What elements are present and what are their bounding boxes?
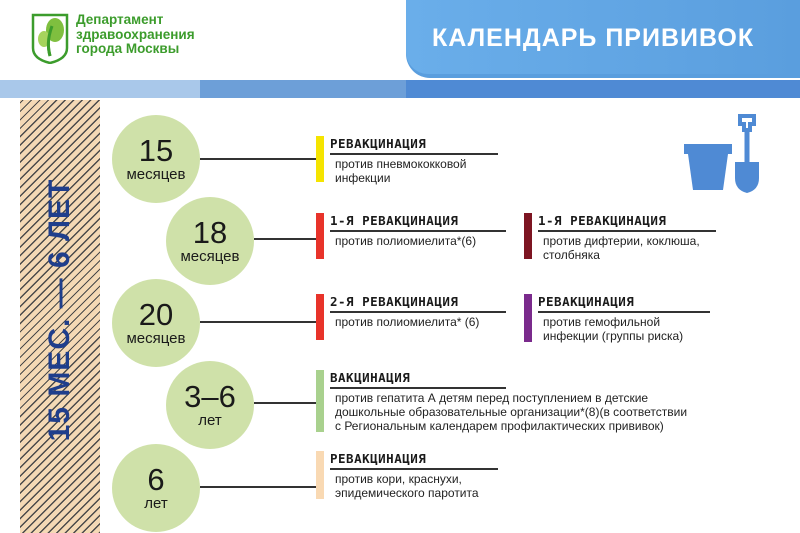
connector-line bbox=[254, 402, 316, 404]
connector-line bbox=[254, 238, 316, 240]
entry-underline bbox=[538, 311, 710, 313]
bucket-icon bbox=[684, 140, 732, 192]
color-bar bbox=[524, 294, 532, 342]
entry-description: против гепатита А детям перед поступлением в детские дошкольные образовательные организации*(8)(в соответствии с Региональным календарем профилактических прививок) bbox=[335, 391, 688, 433]
header-stripe-light bbox=[0, 80, 200, 98]
age-unit: лет bbox=[144, 495, 168, 512]
color-bar bbox=[316, 294, 324, 340]
entry-heading: ВАКЦИНАЦИЯ bbox=[330, 370, 411, 385]
age-circle-20-months bbox=[112, 279, 200, 367]
entry-underline bbox=[330, 230, 506, 232]
entry-description: против кори, краснухи, эпидемического паротита bbox=[335, 472, 479, 500]
color-bar bbox=[316, 370, 324, 432]
age-unit: месяцев bbox=[180, 248, 240, 265]
entry-description: против дифтерии, коклюша, столбняка bbox=[543, 234, 700, 262]
age-circle-15-months bbox=[112, 115, 200, 203]
shovel-icon bbox=[732, 114, 762, 194]
age-number: 6 bbox=[147, 462, 165, 497]
header-stripe-dark bbox=[406, 80, 800, 98]
entry-underline bbox=[330, 311, 506, 313]
age-circle-18-months bbox=[166, 197, 254, 285]
age-circle-3-6-years bbox=[166, 361, 254, 449]
entry-description: против гемофильной инфекции (группы риска) bbox=[543, 315, 684, 343]
connector-line bbox=[200, 158, 316, 160]
color-bar bbox=[316, 136, 324, 182]
entry-description: против пневмококковой инфекции bbox=[335, 157, 467, 185]
age-range-label: 15 МЕС. — 6 ЛЕТ bbox=[43, 178, 76, 442]
entry-underline bbox=[330, 153, 498, 155]
age-range-label-box bbox=[32, 180, 88, 440]
age-unit: лет bbox=[198, 412, 222, 429]
color-bar bbox=[524, 213, 532, 259]
color-bar bbox=[316, 213, 324, 259]
entry-heading: 1-Я РЕВАКЦИНАЦИЯ bbox=[538, 213, 667, 228]
age-circle-6-years bbox=[112, 444, 200, 532]
age-number: 20 bbox=[138, 297, 174, 332]
page-title: КАЛЕНДАРЬ ПРИВИВОК bbox=[432, 24, 755, 52]
connector-line bbox=[200, 321, 316, 323]
entry-heading: РЕВАКЦИНАЦИЯ bbox=[538, 294, 635, 309]
entry-heading: РЕВАКЦИНАЦИЯ bbox=[330, 136, 427, 151]
entry-underline bbox=[330, 387, 506, 389]
age-unit: месяцев bbox=[126, 166, 186, 183]
header-stripe-mid bbox=[200, 80, 406, 98]
age-number: 15 bbox=[138, 133, 174, 168]
entry-description: против полиомиелита* (6) bbox=[335, 315, 480, 329]
tree-logo-icon bbox=[30, 12, 70, 64]
entry-heading: РЕВАКЦИНАЦИЯ bbox=[330, 451, 427, 466]
entry-description: против полиомиелита*(6) bbox=[335, 234, 477, 248]
entry-heading: 1-Я РЕВАКЦИНАЦИЯ bbox=[330, 213, 459, 228]
entry-heading: 2-Я РЕВАКЦИНАЦИЯ bbox=[330, 294, 459, 309]
age-number: 18 bbox=[192, 215, 228, 250]
entry-underline bbox=[330, 468, 498, 470]
age-unit: месяцев bbox=[126, 330, 186, 347]
age-number: 3–6 bbox=[184, 379, 236, 414]
entry-underline bbox=[538, 230, 716, 232]
color-bar bbox=[316, 451, 324, 499]
department-name: Департамент здравоохранения города Москвы bbox=[76, 12, 195, 56]
connector-line bbox=[200, 486, 316, 488]
